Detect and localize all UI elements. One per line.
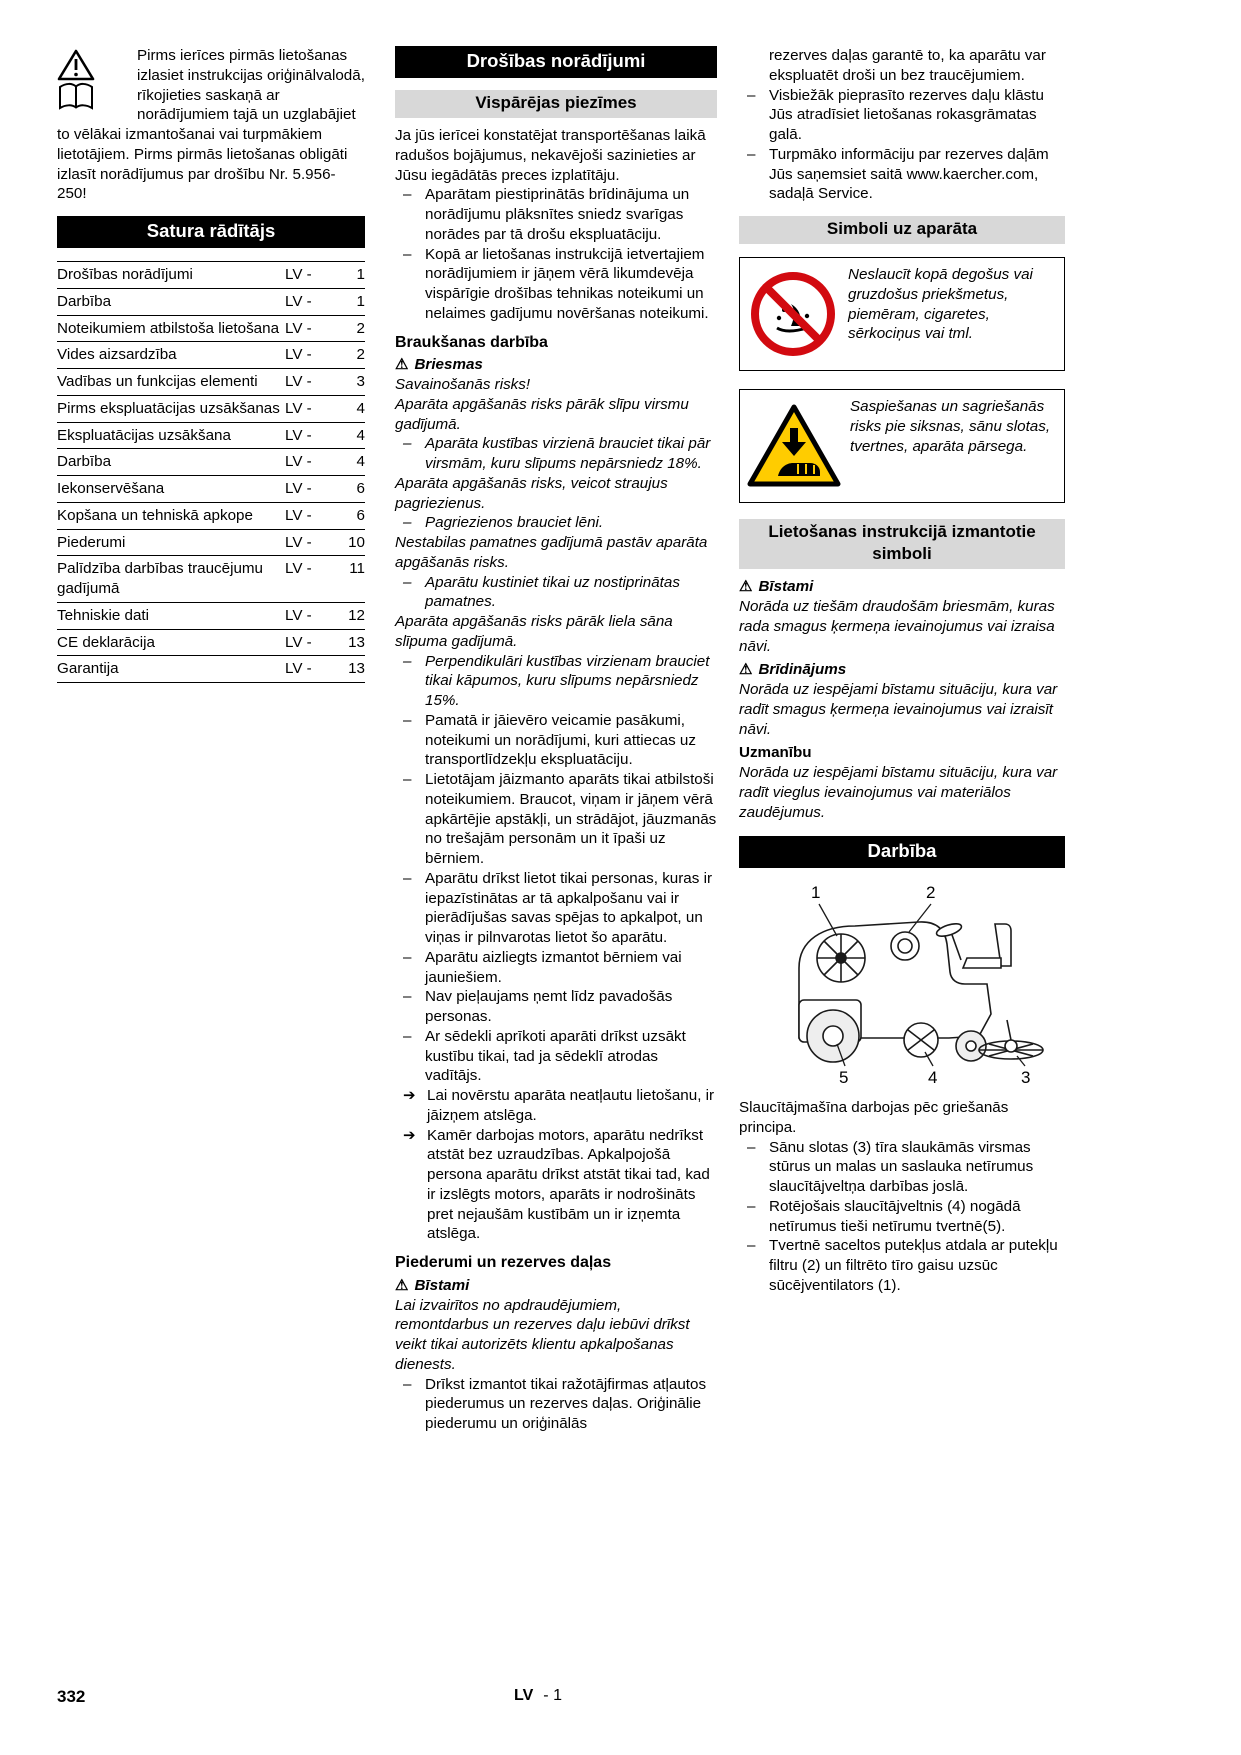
right-column: [739, 46, 1065, 1434]
toc-entry-lv: LV -: [285, 426, 312, 444]
toc-entry-page: 1: [356, 292, 365, 310]
toc-table: [57, 261, 365, 683]
list-item: [395, 987, 717, 1027]
intro-text: Pirms ierīces pirmās lietošanas izlasiet instrukcijas oriģinālvalodā, rīkojieties saskaņā ar norādījumiem tajā un uzglabājiet to vēlākai izmantošanai vai turpmākiem lietotājiem. Pirms pirmās lietošanas obligāti izlasīt norādījumus par drošību Nr. 5.956-250!: [57, 47, 365, 203]
toc-entry-label: Pirms ekspluatācijas uzsākšanas: [57, 399, 280, 417]
sweeper-diagram: [739, 880, 1065, 1094]
dash-bullet: –: [403, 652, 412, 670]
instruction-item: [395, 1086, 717, 1126]
diagram-label-2: 2: [926, 883, 936, 903]
accessories-heading: Piederumi un rezerves daļas: [395, 1254, 612, 1272]
toc-entry-lv: LV -: [285, 346, 312, 364]
toc-row[interactable]: [57, 476, 365, 503]
danger-label-text: Briesmas: [414, 356, 483, 374]
general-paragraph: Ja jūs ierīcei konstatējat transportēšanas laikā radušos bojājumus, nekavējoši sazinieties ar Jūsu iegādātās preces izplatītāju.: [395, 127, 706, 184]
footer-lang: LV: [514, 1687, 534, 1704]
list-item: [395, 652, 717, 711]
caution-label: Uzmanību: [739, 744, 812, 762]
toc-row[interactable]: [57, 289, 365, 316]
caution-description: Norāda uz iespējami bīstamu situāciju, kura var radīt vieglus ievainojumus vai materiālos zaudējumus.: [739, 764, 1058, 821]
list-item-text: Aparātam piestiprinātās brīdinājuma un norādījumu plāksnītes sniedz svarīgas norādes par tā drošu ekspluatāciju.: [425, 186, 690, 243]
danger-label: [739, 577, 1065, 597]
diagram-label-3: 3: [1021, 1068, 1031, 1088]
list-item-text: Pagriezienos brauciet lēni.: [425, 514, 604, 532]
operation-header: Darbība: [739, 836, 1065, 868]
intro-icons: [57, 46, 137, 114]
toc-entry-label: Noteikumiem atbilstoša lietošana: [57, 319, 280, 337]
dash-bullet: –: [747, 1237, 756, 1255]
toc-entry-page: 6: [356, 480, 365, 498]
toc-entry-lv: LV -: [285, 660, 312, 678]
page-number: 332: [57, 1687, 86, 1706]
warning-label: [739, 660, 1065, 680]
list-item-text: Ar sēdekli aprīkoti aparāti drīkst uzsākt kustību tikai, tad ja sēdeklī atrodas vadītājs.: [425, 1027, 686, 1085]
arrow-bullet-icon: ➔: [403, 1087, 416, 1105]
dash-bullet: –: [403, 711, 412, 729]
danger-label: [395, 355, 717, 375]
page-footer: [57, 1686, 1019, 1707]
toc-entry-lv: LV -: [285, 606, 312, 624]
toc-entry-lv: LV -: [285, 453, 312, 471]
toc-entry-label: Darbība: [57, 453, 112, 471]
toc-entry-page: 4: [356, 399, 365, 417]
diagram-label-4: 4: [928, 1068, 938, 1088]
toc-entry-label: Drošības norādījumi: [57, 266, 193, 284]
middle-column: [395, 46, 717, 1434]
toc-entry-label: Tehniskie dati: [57, 606, 150, 624]
footer-lang-page: [57, 1686, 1019, 1707]
toc-entry-page: 4: [356, 426, 365, 444]
toc-entry-lv: LV -: [285, 266, 312, 284]
left-column: [57, 46, 365, 1434]
warning-icon: ⚠: [395, 1276, 409, 1294]
toc-row[interactable]: [57, 603, 365, 630]
toc-row[interactable]: [57, 556, 365, 603]
symbols-header: Simboli uz aparāta: [739, 216, 1065, 244]
dash-bullet: –: [403, 186, 412, 204]
list-item-text: Aparātu kustiniet tikai uz nostiprinātas pamatnes.: [425, 573, 680, 611]
list-item: [395, 245, 717, 324]
instruction-item: [395, 1126, 717, 1245]
toc-entry-lv: LV -: [285, 399, 312, 417]
list-item: [395, 869, 717, 948]
symbol-text: Saspiešanas un sagriešanās risks pie siksnas, sānu slotas, tvertnes, aparāta pārsega.: [850, 398, 1051, 455]
read-manual-book-icon: [57, 82, 95, 112]
toc-row[interactable]: [57, 316, 365, 343]
list-item-text: Aparātu drīkst lietot tikai personas, kuras ir iepazīstinātas ar tā apkalpošanu vai ir pierādījušas savas spējas to apkalpot, un viņas ir pilnvarotas lietot šo aparātu.: [425, 869, 712, 947]
safety-note: Savainošanās risks!: [395, 376, 531, 394]
toc-entry-page: 13: [348, 660, 365, 678]
list-item: [395, 513, 717, 533]
toc-header: Satura rādītājs: [57, 216, 365, 248]
toc-entry-label: Piederumi: [57, 533, 126, 551]
warning-icon: ⚠: [395, 356, 409, 374]
dash-bullet: –: [747, 145, 756, 163]
list-item: [739, 1138, 1065, 1197]
symbol-box-no-burning: [739, 257, 1065, 371]
warning-icon: ⚠: [739, 578, 753, 596]
toc-row[interactable]: [57, 369, 365, 396]
toc-row[interactable]: [57, 656, 365, 683]
diagram-label-1: 1: [811, 883, 821, 903]
toc-entry-page: 6: [356, 506, 365, 524]
toc-entry-page: 2: [356, 346, 365, 364]
safety-note: Nestabilas pamatnes gadījumā pastāv aparāta apgāšanās risks.: [395, 534, 708, 571]
warning-icon: ⚠: [739, 661, 753, 679]
toc-row[interactable]: [57, 396, 365, 423]
warning-label-text: Brīdinājums: [758, 661, 847, 679]
warning-description: Norāda uz iespējami bīstamu situāciju, kura var radīt smagus ķermeņa ievainojumus vai izraisīt nāvi.: [739, 681, 1058, 738]
safety-note: Aparāta apgāšanās risks, veicot straujus pagriezienus.: [395, 474, 668, 512]
toc-entry-label: Palīdzība darbības traucējumu gadījumā: [57, 560, 263, 598]
dash-bullet: –: [403, 514, 412, 532]
toc-entry-label: Iekonservēšana: [57, 480, 165, 498]
toc-entry-lv: LV -: [285, 319, 312, 337]
symbol-box-crush-hazard: [739, 389, 1065, 503]
dash-bullet: –: [403, 1375, 412, 1393]
list-item: [739, 145, 1065, 204]
diagram-label-5: 5: [839, 1068, 849, 1088]
toc-entry-label: Kopšana un tehniskā apkope: [57, 506, 253, 524]
toc-entry-page: 1: [356, 266, 365, 284]
dash-bullet: –: [403, 1027, 412, 1045]
list-item: [739, 1236, 1065, 1295]
manual-symbols-header: Lietošanas instrukcijā izmantotie simboli: [739, 519, 1065, 569]
list-item: [395, 1027, 717, 1086]
safety-note: Lai izvairītos no apdraudējumiem, remontdarbus un rezerves daļu iebūvi drīkst veikt tikai autorizēts klientu apkalpošanas dienests.: [395, 1296, 690, 1373]
toc-entry-page: 13: [348, 633, 365, 651]
crush-hazard-icon: [740, 390, 848, 502]
dash-bullet: –: [403, 771, 412, 789]
list-item-text: Nav pieļaujams ņemt līdz pavadošās personas.: [425, 988, 673, 1026]
toc-entry-lv: LV -: [285, 560, 312, 578]
list-item: [395, 573, 717, 613]
driving-heading: Braukšanas darbība: [395, 333, 548, 351]
toc-entry-page: 4: [356, 453, 365, 471]
list-item: [739, 86, 1065, 145]
danger-label: [395, 1276, 717, 1296]
operation-paragraph: Slaucītājmašīna darbojas pēc griešanās principa.: [739, 1099, 1009, 1136]
danger-label-text: Bīstami: [414, 1276, 470, 1294]
dash-bullet: –: [747, 1197, 756, 1215]
dash-bullet: –: [747, 86, 756, 104]
safety-note: Aparāta apgāšanās risks pārāk slīpu virsmu gadījumā.: [395, 395, 689, 433]
toc-row[interactable]: [57, 449, 365, 476]
list-item-text: Lietotājam jāizmanto aparāts tikai atbilstoši noteikumiem. Braucot, viņam ir jāņem vērā apkārtējie apstākļi, un strādājot, jāuzmanās no trešajām personām un it īpaši uz bērniem.: [425, 771, 717, 868]
toc-row[interactable]: [57, 530, 365, 557]
list-item-text: Tvertnē saceltos putekļus atdala ar putekļu filtru (2) un filtrēto tīro gaisu uzsūc sūcējventilators (1).: [769, 1237, 1058, 1294]
dash-bullet: –: [403, 869, 412, 887]
toc-entry-lv: LV -: [285, 373, 312, 391]
list-item-text: Pamatā ir jāievēro veicamie pasākumi, noteikumi un norādījumi, kuri attiecas uz transportlīdzekļu ekspluatāciju.: [425, 711, 696, 769]
instruction-text: Lai novērstu aparāta neatļautu lietošanu, ir jāizņem atslēga.: [427, 1087, 715, 1124]
safety-section-header: Drošības norādījumi: [395, 46, 717, 78]
list-item-text: Drīkst izmantot tikai ražotājfirmas atļautos piederumus un rezerves daļas. Oriģinālie piederumu un oriģinālās: [425, 1375, 707, 1433]
toc-entry-lv: LV -: [285, 480, 312, 498]
instruction-text: Kamēr darbojas motors, aparātu nedrīkst atstāt bez uzraudzības. Apkalpojošā persona aparātu drīkst atstāt tikai tad, kad ir izslēgts motors, aparāts ir nodrošināts pret nejaušām kustībām un ir izņemta atslēga.: [427, 1126, 710, 1243]
symbol-text: Neslaucīt kopā degošus vai gruzdošus priekšmetus, piemēram, cigaretes, sērkociņus vai tml.: [848, 266, 1033, 343]
toc-entry-page: 12: [348, 606, 365, 624]
safety-note: Aparāta apgāšanās risks pārāk liela sāna slīpuma gadījumā.: [395, 613, 673, 650]
toc-row[interactable]: [57, 503, 365, 530]
toc-entry-page: 10: [348, 533, 365, 551]
toc-entry-label: CE deklarācija: [57, 633, 155, 651]
dash-bullet: –: [403, 988, 412, 1006]
toc-row[interactable]: [57, 342, 365, 369]
toc-row[interactable]: [57, 423, 365, 450]
list-item: [395, 1375, 717, 1434]
danger-description: Norāda uz tiešām draudošām briesmām, kuras rada smagus ķermeņa ievainojumus vai izraisa nāvi.: [739, 598, 1055, 655]
toc-entry-page: 11: [349, 560, 365, 578]
list-item-text: Kopā ar lietošanas instrukcijā ietvertajiem norādījumiem ir jāņem vērā likumdevēja vispārīgie drošības tehnikas noteikumi un nelaimes gadījumu novēršanas noteikumi.: [425, 245, 709, 322]
general-notes-header: Vispārējas piezīmes: [395, 90, 717, 118]
list-item-text: Visbiežāk pieprasīto rezerves daļu klāstu Jūs atradīsiet lietošanas rokasgrāmatas galā.: [769, 86, 1044, 143]
manual-page: [57, 46, 1065, 1434]
toc-entry-lv: LV -: [285, 633, 312, 651]
toc-entry-lv: LV -: [285, 533, 312, 551]
list-item: [395, 185, 717, 244]
intro-block: [57, 46, 365, 204]
list-item: [395, 770, 717, 869]
toc-row[interactable]: [57, 262, 365, 289]
footer-lang-pagenum: - 1: [543, 1687, 562, 1704]
list-item-text: Perpendikulāri kustības virzienam brauciet tikai kāpumos, kuru slīpums nepārsniedz 15%.: [425, 652, 710, 710]
toc-entry-label: Darbība: [57, 292, 112, 310]
no-burning-objects-icon: [740, 258, 846, 370]
dash-bullet: –: [747, 1138, 756, 1156]
dash-bullet: –: [403, 435, 412, 453]
list-item-text: Turpmāko informāciju par rezerves daļām Jūs saņemsiet saitā www.kaercher.com, sadaļā Service.: [769, 145, 1049, 203]
danger-label-text: Bīstami: [758, 578, 814, 596]
warning-triangle-icon: [57, 48, 95, 82]
dash-bullet: –: [403, 245, 412, 263]
toc-entry-page: 2: [356, 319, 365, 337]
list-item: [739, 1197, 1065, 1237]
list-item: [395, 711, 717, 770]
list-item-text: Rotējošais slaucītājveltnis (4) nogādā netīrumus tieši netīrumu tvertnē(5).: [769, 1197, 1021, 1235]
continuation-paragraph: rezerves daļas garantē to, ka aparātu var ekspluatēt droši un bez traucējumiem.: [769, 47, 1046, 84]
toc-entry-lv: LV -: [285, 506, 312, 524]
dash-bullet: –: [403, 573, 412, 591]
dash-bullet: –: [403, 948, 412, 966]
list-item-text: Aparātu aizliegts izmantot bērniem vai jauniešiem.: [425, 948, 682, 986]
toc-entry-label: Garantija: [57, 660, 119, 678]
list-item-text: Sānu slotas (3) tīra slaukāmās virsmas stūrus un malas un saslauka netīrumus slaucītājveltņa darbības joslā.: [769, 1138, 1034, 1196]
toc-entry-label: Vides aizsardzība: [57, 346, 177, 364]
list-item: [395, 434, 717, 474]
toc-entry-label: Vadības un funkcijas elementi: [57, 373, 258, 391]
list-item-text: Aparāta kustības virzienā brauciet tikai pār virsmām, kuru slīpums nepārsniedz 18%.: [425, 435, 711, 473]
list-item: [395, 948, 717, 988]
toc-entry-page: 3: [356, 373, 365, 391]
arrow-bullet-icon: ➔: [403, 1126, 416, 1144]
toc-entry-lv: LV -: [285, 292, 312, 310]
toc-row[interactable]: [57, 630, 365, 657]
sweeper-machine-illustration: [739, 880, 1065, 1088]
toc-entry-label: Ekspluatācijas uzsākšana: [57, 426, 231, 444]
